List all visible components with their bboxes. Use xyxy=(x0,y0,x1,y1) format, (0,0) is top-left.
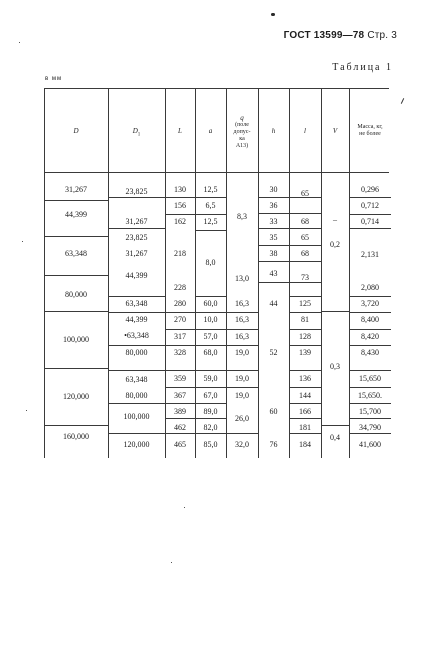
cell-mass: 41,600 xyxy=(359,440,381,449)
cell-L: 317 xyxy=(174,332,186,341)
cell-h: 30 xyxy=(269,185,278,194)
cell-mass: 3,720 xyxy=(361,299,379,308)
cell-a: 82,0 xyxy=(203,423,218,432)
units-label: в мм xyxy=(45,76,63,82)
cell-L: 228 xyxy=(174,283,186,292)
cell-D1: 44,399 xyxy=(125,315,148,324)
col-header-V: V xyxy=(332,127,338,135)
cell-D: 100,000 xyxy=(63,335,89,344)
cell-D1: 63,348 xyxy=(125,299,148,308)
col-header-mass-line-1: Масса, кг, xyxy=(357,124,383,130)
cell-L: 270 xyxy=(174,315,186,324)
cell-a: 12,5 xyxy=(203,217,218,226)
col-header-D1-letter: D xyxy=(132,127,138,135)
cell-h: 33 xyxy=(269,217,278,226)
cell-q: 32,0 xyxy=(235,440,249,449)
cell-q: 8,3 xyxy=(237,212,247,221)
cell-a: 68,0 xyxy=(203,348,218,357)
cell-l: 81 xyxy=(301,315,309,324)
cell-h: 36 xyxy=(269,201,278,210)
col-header-q-note-1: (поле xyxy=(235,122,249,128)
col-header-a: a xyxy=(208,127,213,135)
cell-a: 85,0 xyxy=(203,440,218,449)
cell-L: 162 xyxy=(174,217,186,226)
cell-L: 389 xyxy=(174,407,186,416)
cell-q: 19,0 xyxy=(235,391,249,400)
cell-q: 13,0 xyxy=(235,274,249,283)
cell-D1: 44,399 xyxy=(125,271,148,280)
page-header xyxy=(284,30,397,41)
cell-a: 8,0 xyxy=(205,258,216,267)
cell-mass: 0,296 xyxy=(361,185,379,194)
page-speck xyxy=(184,507,185,508)
cell-a: 60,0 xyxy=(203,299,218,308)
cell-a: 6,5 xyxy=(205,201,216,210)
cell-mass: 8,420 xyxy=(361,332,379,341)
cell-D1: 31,267 xyxy=(125,217,148,226)
cell-mass: 8,400 xyxy=(361,315,379,324)
cell-l: 65 xyxy=(301,189,309,198)
cell-l: 125 xyxy=(299,299,311,308)
col-header-L: L xyxy=(178,127,182,135)
cell-mass: 34,790 xyxy=(359,423,381,432)
cell-mass: 0,712 xyxy=(361,201,379,210)
cell-D1: 23,825 xyxy=(125,233,148,242)
page-speck xyxy=(26,410,27,411)
cell-q: 19,0 xyxy=(235,374,249,383)
col-header-D1 xyxy=(108,127,165,137)
cell-l: 68 xyxy=(301,217,309,226)
col-header-D1-subscript: 1 xyxy=(137,132,141,138)
cell-D1: 63,348 xyxy=(125,375,148,384)
page-number: Стр. 3 xyxy=(367,30,397,41)
cell-L: 328 xyxy=(174,348,186,357)
col-header-q-symbol: q xyxy=(240,114,244,122)
cell-l: 65 xyxy=(301,233,309,242)
cell-h: 60 xyxy=(269,407,278,416)
page-speck xyxy=(22,241,23,242)
cell-a: 67,0 xyxy=(203,391,218,400)
cell-D1: •63,348 xyxy=(124,331,149,340)
cell-D1: 23,825 xyxy=(125,187,148,196)
cell-D: 63,348 xyxy=(65,249,87,258)
cell-q: 26,0 xyxy=(235,414,249,423)
cell-V-dash: – xyxy=(333,215,337,224)
cell-D1: 80,000 xyxy=(125,391,148,400)
cell-a: 57,0 xyxy=(203,332,218,341)
col-header-q xyxy=(226,114,258,150)
cell-a: 89,0 xyxy=(203,407,218,416)
cell-D: 80,000 xyxy=(65,290,87,299)
cell-l: 139 xyxy=(299,348,311,357)
cell-D: 120,000 xyxy=(63,392,89,401)
cell-V: 0,3 xyxy=(330,362,340,371)
cell-h: 38 xyxy=(269,249,278,258)
margin-speck xyxy=(19,42,20,43)
cell-L: 367 xyxy=(174,391,186,400)
cell-l: 128 xyxy=(299,332,311,341)
cell-l: 166 xyxy=(299,407,311,416)
cell-q: 16,3 xyxy=(235,299,249,308)
cell-mass: 2,080 xyxy=(361,283,379,292)
col-header-q-note-2: допус- xyxy=(233,129,251,135)
cell-mass: 0,714 xyxy=(361,217,379,226)
col-header-q-note-4: A13) xyxy=(235,143,249,149)
cell-mass: 8,430 xyxy=(361,348,379,357)
col-header-q-note-3: ка xyxy=(239,136,245,142)
cell-mass: 15,650. xyxy=(358,391,382,400)
top-speck xyxy=(271,13,275,16)
cell-q: 16,3 xyxy=(235,315,249,324)
cell-D1: 120,000 xyxy=(123,440,150,449)
standard-number: ГОСТ 13599—78 xyxy=(283,30,365,41)
cell-mass: 2,131 xyxy=(361,250,379,259)
cell-q: 16,3 xyxy=(235,332,249,341)
cell-L: 130 xyxy=(174,185,186,194)
cell-q: 19,0 xyxy=(235,348,249,357)
cell-h: 44 xyxy=(269,299,278,308)
cell-h: 76 xyxy=(269,440,278,449)
cell-a: 10,0 xyxy=(203,315,218,324)
cell-V: 0,2 xyxy=(330,240,340,249)
cell-a: 59,0 xyxy=(203,374,218,383)
tick-mark xyxy=(401,98,404,104)
cell-L: 280 xyxy=(174,299,186,308)
cell-mass: 15,700 xyxy=(359,407,381,416)
cell-a: 12,5 xyxy=(203,185,218,194)
col-header-mass xyxy=(349,124,391,138)
cell-D: 160,000 xyxy=(63,432,89,441)
cell-mass: 15,650 xyxy=(359,374,381,383)
cell-h: 43 xyxy=(269,269,278,278)
cell-D: 44,399 xyxy=(65,210,87,219)
page-speck xyxy=(171,562,172,563)
cell-D1: 100,000 xyxy=(123,412,150,421)
cell-l: 136 xyxy=(299,374,311,383)
cell-V: 0,4 xyxy=(330,433,340,442)
cell-l: 184 xyxy=(299,440,311,449)
cell-l: 181 xyxy=(299,423,311,432)
col-header-mass-line-2: не более xyxy=(359,131,381,137)
cell-l: 144 xyxy=(299,391,311,400)
cell-L: 462 xyxy=(174,423,186,432)
col-header-h: h xyxy=(271,127,276,135)
cell-h: 52 xyxy=(269,348,278,357)
cell-L: 218 xyxy=(174,249,186,258)
cell-D: 31,267 xyxy=(65,185,87,194)
col-header-l: l xyxy=(304,127,306,135)
cell-L: 465 xyxy=(174,440,186,449)
table-title: Таблица 1 xyxy=(332,62,393,73)
col-header-D: D xyxy=(73,127,79,135)
cell-l: 68 xyxy=(301,249,309,258)
cell-L: 359 xyxy=(174,374,186,383)
cell-L: 156 xyxy=(174,201,186,210)
cell-l: 73 xyxy=(301,273,309,282)
cell-D1: 31,267 xyxy=(125,249,148,258)
cell-h: 35 xyxy=(269,233,278,242)
cell-D1: 80,000 xyxy=(125,348,148,357)
